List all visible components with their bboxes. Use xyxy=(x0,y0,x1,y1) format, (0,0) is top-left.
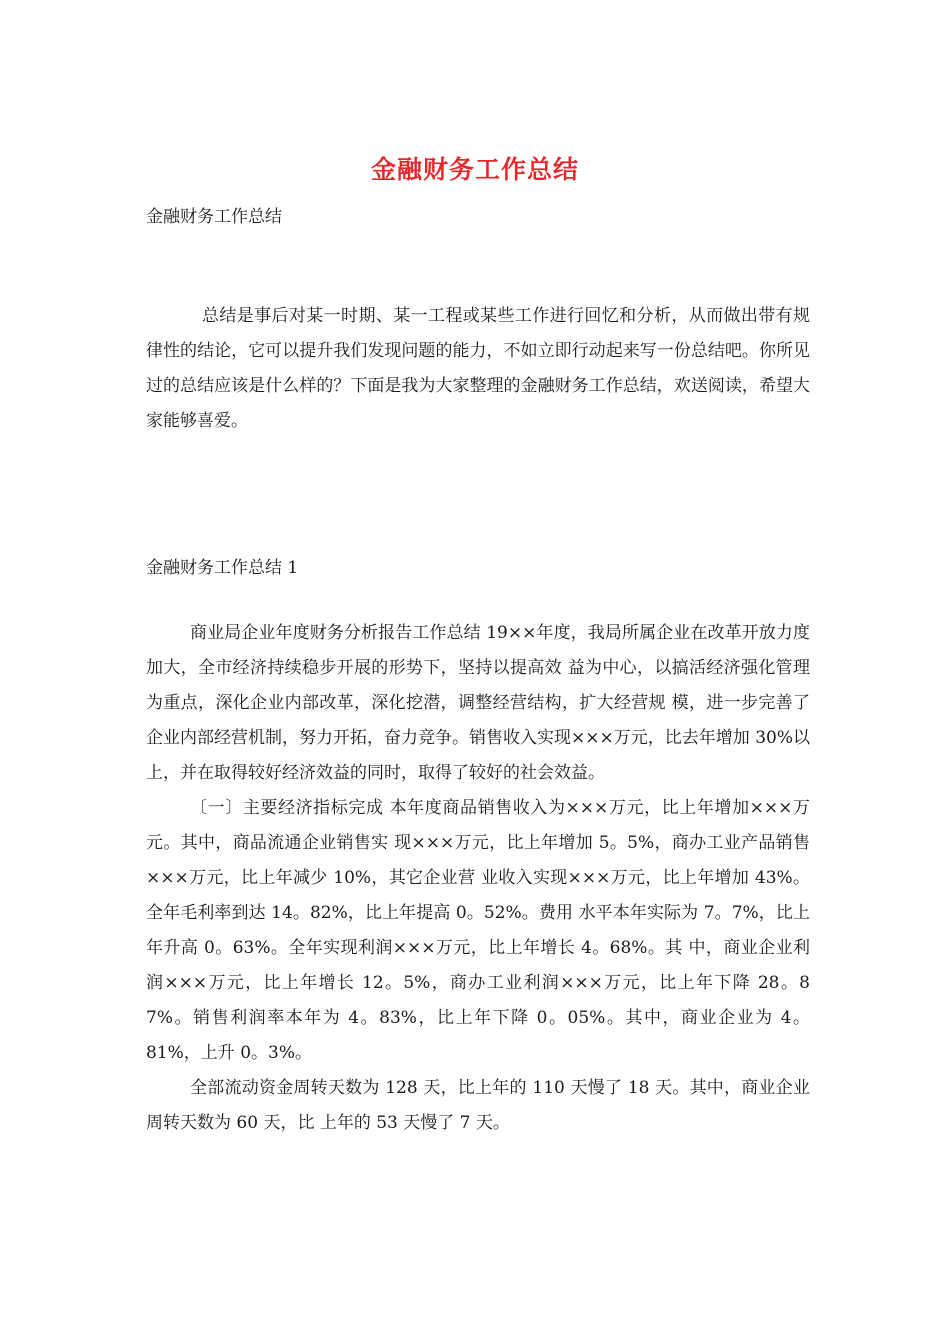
section-heading: 金融财务工作总结 1 xyxy=(146,558,299,578)
section-body xyxy=(146,616,810,1141)
paragraph: 商业局企业年度财务分析报告工作总结 19××年度，我局所属企业在改革开放力度加大，全市经济持续稳步开展的形势下，坚持以提高效 益为中心，以搞活经济强化管理为重点，深化企业内部改革，深化挖潜，调整经营结构，扩大经营规 模，进一步完善了企业内部经营机制，努力开拓，奋力竞争。销售收入实现×××万元，比去年增加 30%以上，并在取得较好经济效益的同时，取得了较好的社会效益。 xyxy=(146,623,810,783)
paragraph: 〔一〕主要经济指标完成 本年度商品销售收入为×××万元，比上年增加×××万元。其中，商品流通企业销售实 现×××万元，比上年增加 5。5%，商办工业产品销售×××万元，比上年减少 10%，其它企业营 业收入实现×××万元，比上年增加 43%。全年毛利率到达 14。82%，比上年提高 0。52%。费用 水平本年实际为 7。7%，比上年升高 0。63%。全年实现利润×××万元，比上年增长 4。68%。其 中，商业企业利润×××万元，比上年增长 12。5%，商办工业利润×××万元，比上年下降 28。8 7%。销售利润率本年为 4。83%，比上年下降 0。05%。其中，商业企业为 4。81%，上升 0。3%。 xyxy=(146,798,810,1063)
paragraph: 全部流动资金周转天数为 128 天，比上年的 110 天慢了 18 天。其中，商业企业周转天数为 60 天，比 上年的 53 天慢了 7 天。 xyxy=(146,1078,810,1133)
document-title: 金融财务工作总结 xyxy=(370,155,579,184)
intro-paragraph: 总结是事后对某一时期、某一工程或某些工作进行回忆和分析，从而做出带有规律性的结论，它可以提升我们发现问题的能力，不如立即行动起来写一份总结吧。你所见过的总结应该是什么样的？下面是我为大家整理的金融财务工作总结，欢送阅读，希望大家能够喜爱。 xyxy=(146,306,810,431)
document-subtitle: 金融财务工作总结 xyxy=(146,207,282,227)
